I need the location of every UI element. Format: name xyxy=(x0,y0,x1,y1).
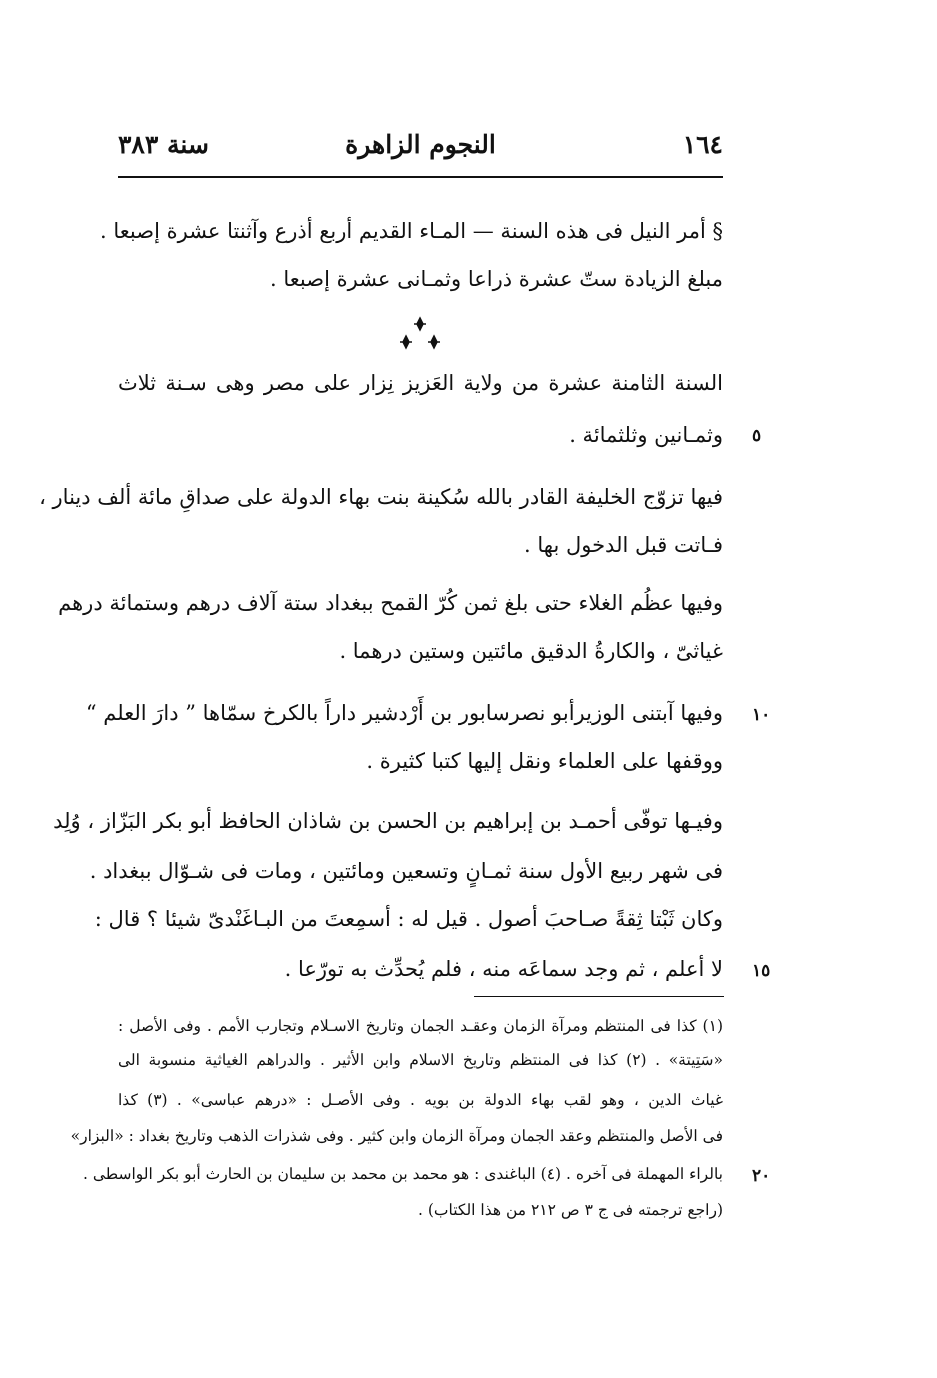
body-line: ووقفها على العلماء ونقل إليها كتبا كثيرة . xyxy=(366,749,723,773)
body-line: فيها تزوّج الخليفة القادر بالله سُكينة بنت بهاء الدولة على صداقِ مائة ألف دينار ، xyxy=(39,485,723,509)
line-number: ١٥ xyxy=(752,961,771,981)
running-title: النجوم الزاهرة xyxy=(345,130,496,159)
page-number: ١٦٤ xyxy=(682,130,723,159)
body-line: غياثىّ ، والكارةُ الدقيق مائتين وستين درهما . xyxy=(339,639,723,663)
body-line: السنة الثامنة عشرة من ولاية العَزيز نِزار على مصر وهى سـنة ثلاث xyxy=(118,371,723,395)
body-line: وفيـها توفّى أحمـد بن إبراهيم بن الحسن بن شاذان الحافظ أبو بكر البَزّاز ، وُلِد xyxy=(53,809,723,833)
footnote-line: فى الأصل والمنتظم وعقد الجمان ومرآة الزمان وابن كثير . وفى شذرات الذهب وتاريخ بغداد : «البزار» xyxy=(70,1127,723,1145)
body-line: وفيها آبتنى الوزيرأبو نصرسابور بن أَرْدشير داراً بالكرخ سمّاها ” دارَ العلم “ xyxy=(85,701,723,725)
footnote-line: بالراء المهملة فى آخره . (٤) الباغندى : هو محمد بن محمد بن سليمان بن الحارث أبو بكر الواسطى . xyxy=(83,1165,723,1183)
header-rule xyxy=(118,176,723,178)
body-line: لا أعلم ، ثم وجد سماعَه منه ، فلم يُحدِّث به تورّعا . xyxy=(284,957,723,981)
body-line: مبلغ الزيادة ستّ عشرة ذراعا وثمـانى عشرة إصبعا . xyxy=(270,267,723,291)
line-number: ٢٠ xyxy=(752,1166,771,1186)
footnote-line: «سَتِيتة» . (٢) كذا فى المنتظم وتاريخ الاسلام وابن الأثير . والدراهم الغياثية منسوبة الى xyxy=(118,1051,723,1069)
body-line: فى شهر ربيع الأول سنة ثمـانٍ وتسعين ومائتين ، ومات فى شـوّال ببغداد . xyxy=(89,859,723,883)
running-header xyxy=(118,128,723,168)
body-line: § أمر النيل فى هذه السنة — المـاء القديم أربع أذرع وآثنتا عشرة إصبعا . xyxy=(100,219,723,243)
body-line: فـاتت قبل الدخول بها . xyxy=(524,533,723,557)
line-number: ١٠ xyxy=(752,705,771,725)
ornament-stars-icon xyxy=(396,316,444,352)
footnote-rule xyxy=(474,996,724,997)
header-year: سنة ٣٨٣ xyxy=(118,130,209,159)
body-line: وكان ثَبْتا ثِقةً صـاحبَ أصول . قيل له : أسمِعتَ من البـاغَنْدىّ شيئا ؟ قال : xyxy=(94,907,723,931)
body-line: وثمـانين وثلثمائة . xyxy=(569,423,723,447)
footnote-line: (١) كذا فى المنتظم ومرآة الزمان وعقـد الجمان وتاريخ الاسـلام وتجارب الأمم . وفى الأصل : xyxy=(118,1017,723,1035)
footnote-line: (راجع ترجمته فى ج ٣ ص ٢١٢ من هذا الكتاب) . xyxy=(418,1201,723,1219)
line-number: ٥ xyxy=(752,426,762,446)
footnote-line: غياث الدين ، وهو لقب بهاء الدولة بن بويه . وفى الأصـل : «درهم عباسى» . (٣) كذا xyxy=(118,1091,724,1109)
body-line: وفيها عظُم الغلاء حتى بلغ ثمن كُرّ القمح ببغداد ستة آلاف درهم وستمائة درهم xyxy=(58,591,723,615)
